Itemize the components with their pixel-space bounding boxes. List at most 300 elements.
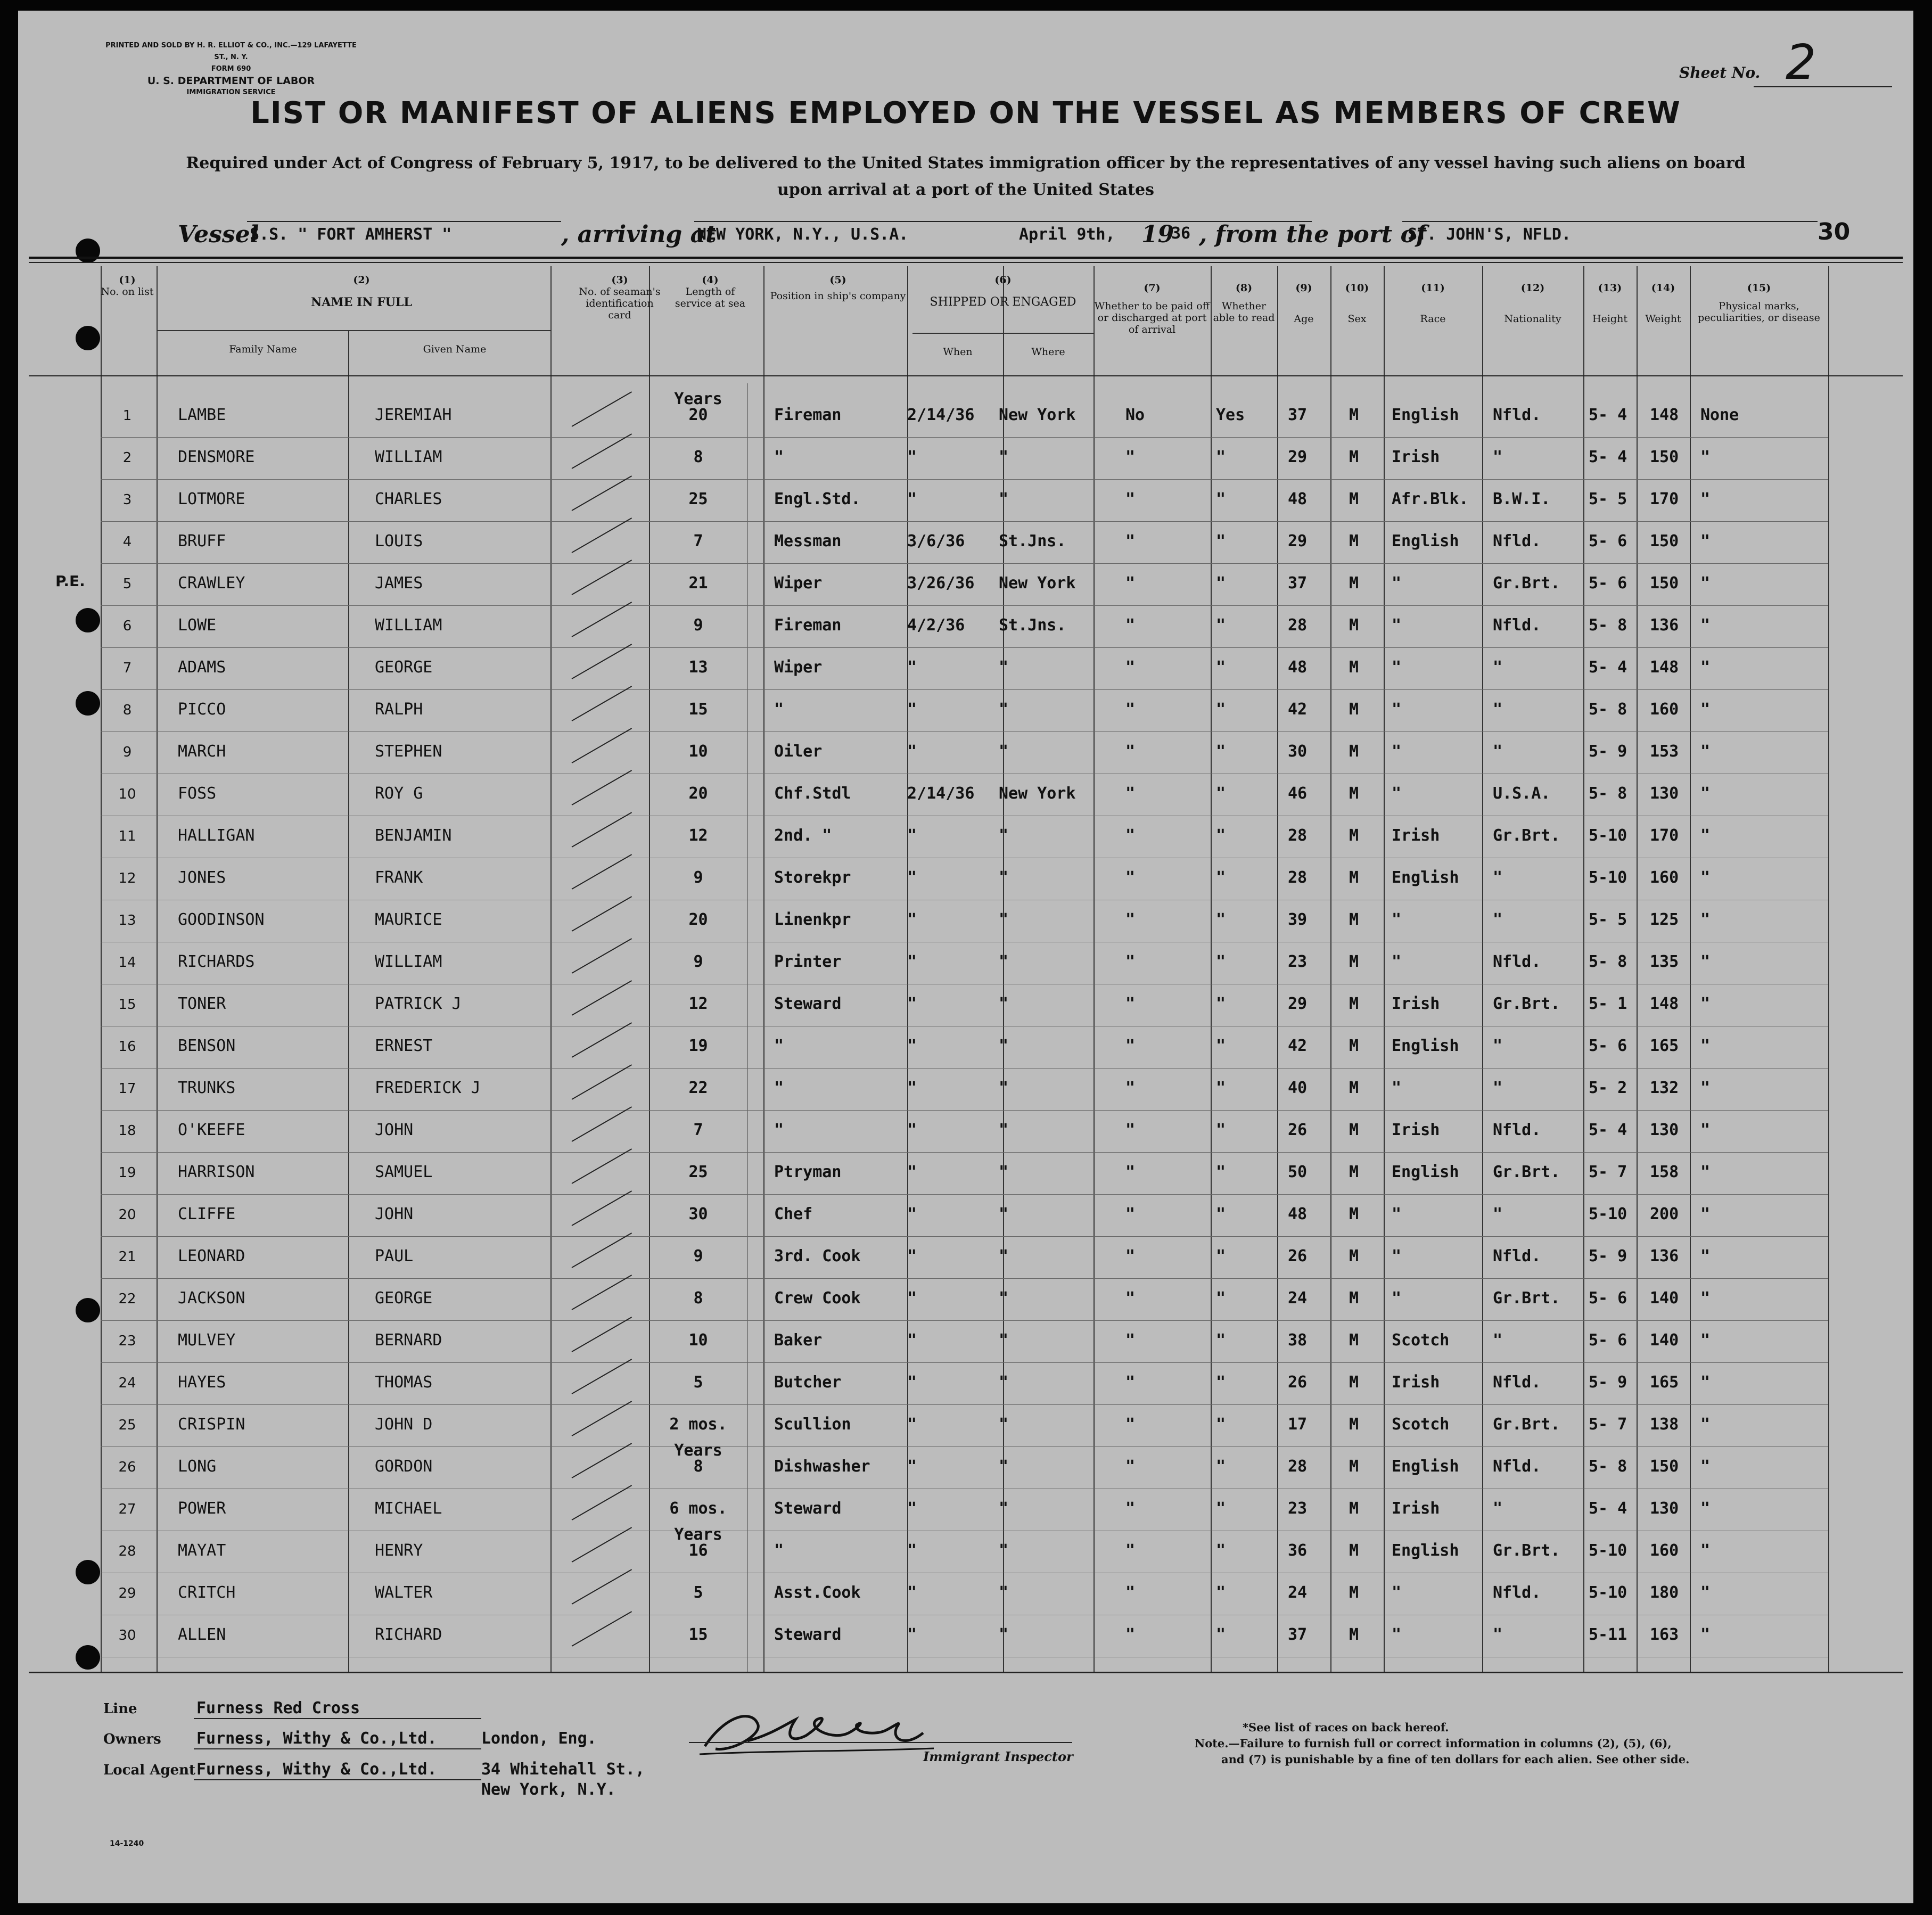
service-length: 20 [688,910,708,929]
weight: 138 [1650,1415,1679,1434]
shipped-when: " [907,1415,917,1434]
row-number: 10 [118,786,136,802]
nationality: " [1493,1625,1503,1644]
given-name: PAUL [375,1247,414,1265]
shipped-where: " [999,1373,1009,1392]
shipped-where: " [999,1289,1009,1308]
family-name: LEONARD [178,1247,245,1265]
given-name: GEORGE [375,658,433,677]
paid-off: " [1125,1289,1136,1308]
height: 5- 4 [1589,1121,1627,1139]
paid-off: " [1125,995,1136,1013]
nationality: Nfld. [1493,1247,1541,1265]
col13-number: (13) [1598,282,1622,294]
sex: M [1349,1289,1359,1308]
column-divider [747,383,748,1672]
shipped-where: " [999,1247,1009,1265]
column-divider [1690,266,1691,1672]
race: English [1392,1163,1459,1181]
col13-header: Height [1592,313,1627,325]
sheet-label: Sheet No. [1679,64,1761,81]
col6-number: (6) [994,274,1012,286]
race: Scotch [1392,1331,1450,1350]
inspector-signature [694,1704,939,1771]
id-card-slash [572,854,632,890]
family-name: LONG [178,1457,217,1476]
col11-number: (11) [1421,282,1445,294]
row-rule [101,479,1828,480]
height: 5- 1 [1589,995,1627,1013]
col12-header: Nationality [1504,313,1561,325]
given-name: WILLIAM [375,448,442,466]
row-number: 5 [122,576,132,592]
paid-off: No [1125,406,1145,424]
height: 5- 8 [1589,616,1627,635]
family-name: LAMBE [178,406,226,424]
height: 5-10 [1589,826,1627,845]
physical-marks: " [1700,1121,1711,1139]
service-unit: Years [674,1525,722,1544]
service-length: 30 [688,1205,708,1223]
able-to-read: " [1216,616,1226,635]
col8-number: (8) [1235,282,1253,294]
paid-off: " [1125,1331,1136,1350]
shipped-where: New York [999,784,1076,803]
service-length: 12 [688,826,708,845]
nationality: Nfld. [1493,406,1541,424]
id-card-slash [572,1190,632,1226]
row-number: 27 [118,1501,136,1517]
family-name: LOWE [178,616,217,635]
col6-header: SHIPPED OR ENGAGED [930,295,1076,309]
service-unit: Years [674,390,722,408]
family-name: HALLIGAN [178,826,255,845]
nationality: " [1493,1331,1503,1350]
sex: M [1349,1415,1359,1434]
nationality: " [1493,700,1503,719]
header-subrule [912,333,1094,334]
sex: M [1349,574,1359,593]
shipped-where: " [999,1205,1009,1223]
able-to-read: " [1216,868,1226,887]
row-rule [101,563,1828,564]
punch-hole [76,326,100,350]
age: 30 [1288,742,1308,761]
weight: 165 [1650,1037,1679,1055]
position: " [774,1037,784,1055]
paid-off: " [1125,952,1136,971]
physical-marks: " [1700,616,1711,635]
given-name: FRANK [375,868,423,887]
weight: 150 [1650,574,1679,593]
age: 29 [1288,995,1308,1013]
race: " [1392,742,1402,761]
position: " [774,1541,784,1560]
column-divider [348,330,349,1672]
nationality: " [1493,868,1503,887]
service-length: 12 [688,995,708,1013]
nationality: " [1493,448,1503,466]
form-code: 14-1240 [110,1839,144,1848]
row-number: 24 [118,1375,136,1391]
punch-hole [76,1298,100,1322]
position: " [774,700,784,719]
col10-number: (10) [1345,282,1369,294]
service-length: 13 [688,658,708,677]
able-to-read: " [1216,995,1226,1013]
id-card-slash [572,560,632,595]
age: 42 [1288,1037,1308,1055]
line-label: Line [103,1701,137,1717]
race: Irish [1392,1499,1440,1518]
weight: 135 [1650,952,1679,971]
physical-marks: " [1700,868,1711,887]
race: Scotch [1392,1415,1450,1434]
nationality: Nfld. [1493,1373,1541,1392]
column-divider [1330,266,1331,1672]
sex: M [1349,1625,1359,1644]
able-to-read: " [1216,826,1226,845]
header-subrule [157,330,550,331]
race: Irish [1392,995,1440,1013]
given-name: ERNEST [375,1037,433,1055]
id-card-slash [572,602,632,637]
shipped-when: " [907,1331,917,1350]
shipped-when: " [907,448,917,466]
given-name: MICHAEL [375,1499,442,1518]
id-card-slash [572,1527,632,1563]
row-number: 9 [122,744,132,760]
paid-off: " [1125,742,1136,761]
printer-line: PRINTED AND SOLD BY H. R. ELLIOT & CO., INC.—129 LAFAYETTE ST., N. Y. [105,42,357,61]
paid-off: " [1125,574,1136,593]
able-to-read: " [1216,1415,1226,1434]
row-rule [101,1194,1828,1195]
shipped-when: " [907,1247,917,1265]
able-to-read: " [1216,448,1226,466]
sex: M [1349,826,1359,845]
family-name: BENSON [178,1037,236,1055]
punch-hole [76,1560,100,1584]
age: 17 [1288,1415,1308,1434]
race: " [1392,574,1402,593]
physical-marks: " [1700,574,1711,593]
shipped-when: " [907,1163,917,1181]
column-divider [1637,266,1638,1672]
row-number: 1 [122,408,132,424]
weight: 153 [1650,742,1679,761]
height: 5- 5 [1589,490,1627,508]
shipped-when: 2/14/36 [907,784,975,803]
page-title: LIST OR MANIFEST OF ALIENS EMPLOYED ON THE VESSEL AS MEMBERS OF CREW [250,96,1681,130]
weight: 180 [1650,1583,1679,1602]
punch-hole [76,239,100,263]
shipped-where: " [999,910,1009,929]
position: Oiler [774,742,823,761]
family-name: CRISPIN [178,1415,245,1434]
nationality: Nfld. [1493,1583,1541,1602]
shipped-where: " [999,1499,1009,1518]
sex: M [1349,1373,1359,1392]
shipped-when: " [907,1289,917,1308]
service-length: 20 [688,784,708,803]
shipped-when: " [907,1625,917,1644]
given-name: HENRY [375,1541,423,1560]
col5-number: (5) [829,274,846,286]
shipped-where: " [999,1121,1009,1139]
col14-number: (14) [1651,282,1675,294]
sex: M [1349,448,1359,466]
paid-off: " [1125,1079,1136,1097]
shipped-where: " [999,1079,1009,1097]
age: 38 [1288,1331,1308,1350]
shipped-where: " [999,1583,1009,1602]
col5-header: Position in ship's company [770,290,906,302]
shipped-where: New York [999,574,1076,593]
family-name: HAYES [178,1373,226,1392]
year-prefix: 19 [1141,221,1174,248]
from-label: , from the port of [1199,221,1426,248]
row-number: 6 [122,618,132,634]
weight: 148 [1650,658,1679,677]
paid-off: " [1125,910,1136,929]
id-card-slash [572,812,632,848]
shipped-when: " [907,952,917,971]
sex: M [1349,1499,1359,1518]
weight: 136 [1650,616,1679,635]
vessel-label: Vessel [178,221,259,248]
shipped-where: " [999,448,1009,466]
race: " [1392,1079,1402,1097]
given-name: RICHARD [375,1625,442,1644]
row-number: 26 [118,1459,136,1475]
row-number: 8 [122,702,132,718]
shipped-when: " [907,995,917,1013]
col2-number: (2) [353,274,370,286]
able-to-read: " [1216,952,1226,971]
height: 5- 6 [1589,574,1627,593]
weight: 160 [1650,700,1679,719]
nationality: Nfld. [1493,1121,1541,1139]
race: " [1392,1247,1402,1265]
physical-marks: " [1700,1499,1711,1518]
col12-number: (12) [1520,282,1545,294]
sex: M [1349,616,1359,635]
age: 36 [1288,1541,1308,1560]
row-number: 3 [122,492,132,508]
physical-marks: " [1700,910,1711,929]
weight: 140 [1650,1289,1679,1308]
service-length: 6 mos. [669,1499,727,1518]
position: 2nd. " [774,826,832,845]
row-rule [101,1236,1828,1237]
height: 5- 9 [1589,1247,1627,1265]
paid-off: " [1125,658,1136,677]
able-to-read: " [1216,1205,1226,1223]
voyage-line [178,221,1881,253]
position: Fireman [774,616,842,635]
height: 5- 4 [1589,1499,1627,1518]
column-divider [1211,266,1212,1672]
column-divider [1277,266,1278,1672]
age: 40 [1288,1079,1308,1097]
family-name: POWER [178,1499,226,1518]
nationality: Gr.Brt. [1493,574,1560,593]
position: 3rd. Cook [774,1247,861,1265]
id-card-slash [572,1485,632,1521]
col15-number: (15) [1747,282,1771,294]
column-divider [1094,266,1095,1672]
punch-hole [76,691,100,716]
height: 5- 4 [1589,406,1627,424]
service-length: 20 [688,406,708,424]
height: 5-10 [1589,1205,1627,1223]
nationality: " [1493,1079,1503,1097]
race: Irish [1392,1373,1440,1392]
physical-marks: " [1700,700,1711,719]
col6b-header: Where [1031,346,1065,358]
shipped-where: " [999,742,1009,761]
sheet-number-block [1679,35,1816,91]
height: 5-10 [1589,1583,1627,1602]
physical-marks: " [1700,1247,1711,1265]
sex: M [1349,490,1359,508]
age: 29 [1288,448,1308,466]
able-to-read: " [1216,1289,1226,1308]
nationality: Gr.Brt. [1493,1541,1560,1560]
nationality: Nfld. [1493,532,1541,550]
position: Steward [774,1625,842,1644]
physical-marks: " [1700,1415,1711,1434]
id-card-slash [572,1359,632,1394]
column-divider [1583,266,1584,1672]
shipped-where: " [999,1541,1009,1560]
marginal-note: P.E. [55,572,85,590]
position: Storekpr [774,868,851,887]
sex: M [1349,700,1359,719]
paid-off: " [1125,700,1136,719]
row-rule [101,605,1828,606]
physical-marks: " [1700,490,1711,508]
col3-number: (3) [611,274,628,286]
position: Crew Cook [774,1289,861,1308]
owners-city: London, Eng. [481,1729,597,1748]
weight: 150 [1650,448,1679,466]
arrival-date: April 9th, [1019,225,1115,244]
nationality: " [1493,910,1503,929]
paid-off: " [1125,1121,1136,1139]
col9-header: Age [1294,313,1314,325]
height: 5- 4 [1589,658,1627,677]
height: 5- 2 [1589,1079,1627,1097]
row-number: 29 [118,1585,136,1601]
height: 5- 8 [1589,784,1627,803]
shipped-when: " [907,1037,917,1055]
department: U. S. DEPARTMENT OF LABOR [147,75,315,87]
agent-address-2: New York, N.Y. [481,1780,616,1799]
nationality: Gr.Brt. [1493,826,1560,845]
shipped-when: 3/6/36 [907,532,965,550]
service: IMMIGRATION SERVICE [186,88,276,96]
service-length: 16 [688,1541,708,1560]
sex: M [1349,406,1359,424]
col2a-header: Family Name [229,343,297,355]
able-to-read: " [1216,658,1226,677]
position: Dishwasher [774,1457,870,1476]
id-card-slash [572,770,632,806]
race: Irish [1392,1121,1440,1139]
line-value: Furness Red Cross [196,1699,360,1717]
position: " [774,1079,784,1097]
given-name: WALTER [375,1583,433,1602]
sex: M [1349,1205,1359,1223]
row-number: 17 [118,1081,136,1097]
service-length: 15 [688,700,708,719]
race: " [1392,1583,1402,1602]
height: 5- 7 [1589,1415,1627,1434]
age: 29 [1288,532,1308,550]
physical-marks: " [1700,448,1711,466]
nationality: " [1493,1205,1503,1223]
nationality: Nfld. [1493,952,1541,971]
shipped-when: " [907,910,917,929]
age: 23 [1288,1499,1308,1518]
paid-off: " [1125,448,1136,466]
height: 5- 6 [1589,1289,1627,1308]
footer-agent [103,1760,645,1799]
weight: 132 [1650,1079,1679,1097]
nationality: Gr.Brt. [1493,995,1560,1013]
race: Irish [1392,448,1440,466]
able-to-read: " [1216,1079,1226,1097]
physical-marks: " [1700,826,1711,845]
service-length: 8 [693,448,703,466]
height: 5- 7 [1589,1163,1627,1181]
shipped-when: " [907,1499,917,1518]
service-length: 9 [693,1247,703,1265]
alien-count: 30 [1818,218,1851,245]
given-name: FREDERICK J [375,1079,481,1097]
position: Fireman [774,406,842,424]
sex: M [1349,1079,1359,1097]
id-card-slash [572,1401,632,1436]
col4-number: (4) [702,274,719,286]
sex: M [1349,1121,1359,1139]
shipped-where: " [999,1163,1009,1181]
given-name: BERNARD [375,1331,442,1350]
race: " [1392,784,1402,803]
form-number: FORM 690 [211,65,251,73]
vessel-name: S.S. " FORT AMHERST " [250,225,452,244]
given-name: JOHN D [375,1415,433,1434]
race: English [1392,406,1459,424]
race: English [1392,1457,1459,1476]
column-divider [1384,266,1385,1672]
nationality: Nfld. [1493,1457,1541,1476]
shipped-where: " [999,868,1009,887]
family-name: LOTMORE [178,490,245,508]
service-length: 9 [693,952,703,971]
row-number: 13 [118,913,136,928]
penalty-note-2: and (7) is punishable by a fine of ten dollars for each alien. See other side. [1221,1753,1690,1766]
shipped-where: " [999,952,1009,971]
punch-hole [76,608,100,632]
paid-off: " [1125,826,1136,845]
given-name: WILLIAM [375,616,442,635]
owners-value: Furness, Withy & Co.,Ltd. [196,1729,437,1748]
col9-number: (9) [1295,282,1312,294]
weight: 160 [1650,868,1679,887]
